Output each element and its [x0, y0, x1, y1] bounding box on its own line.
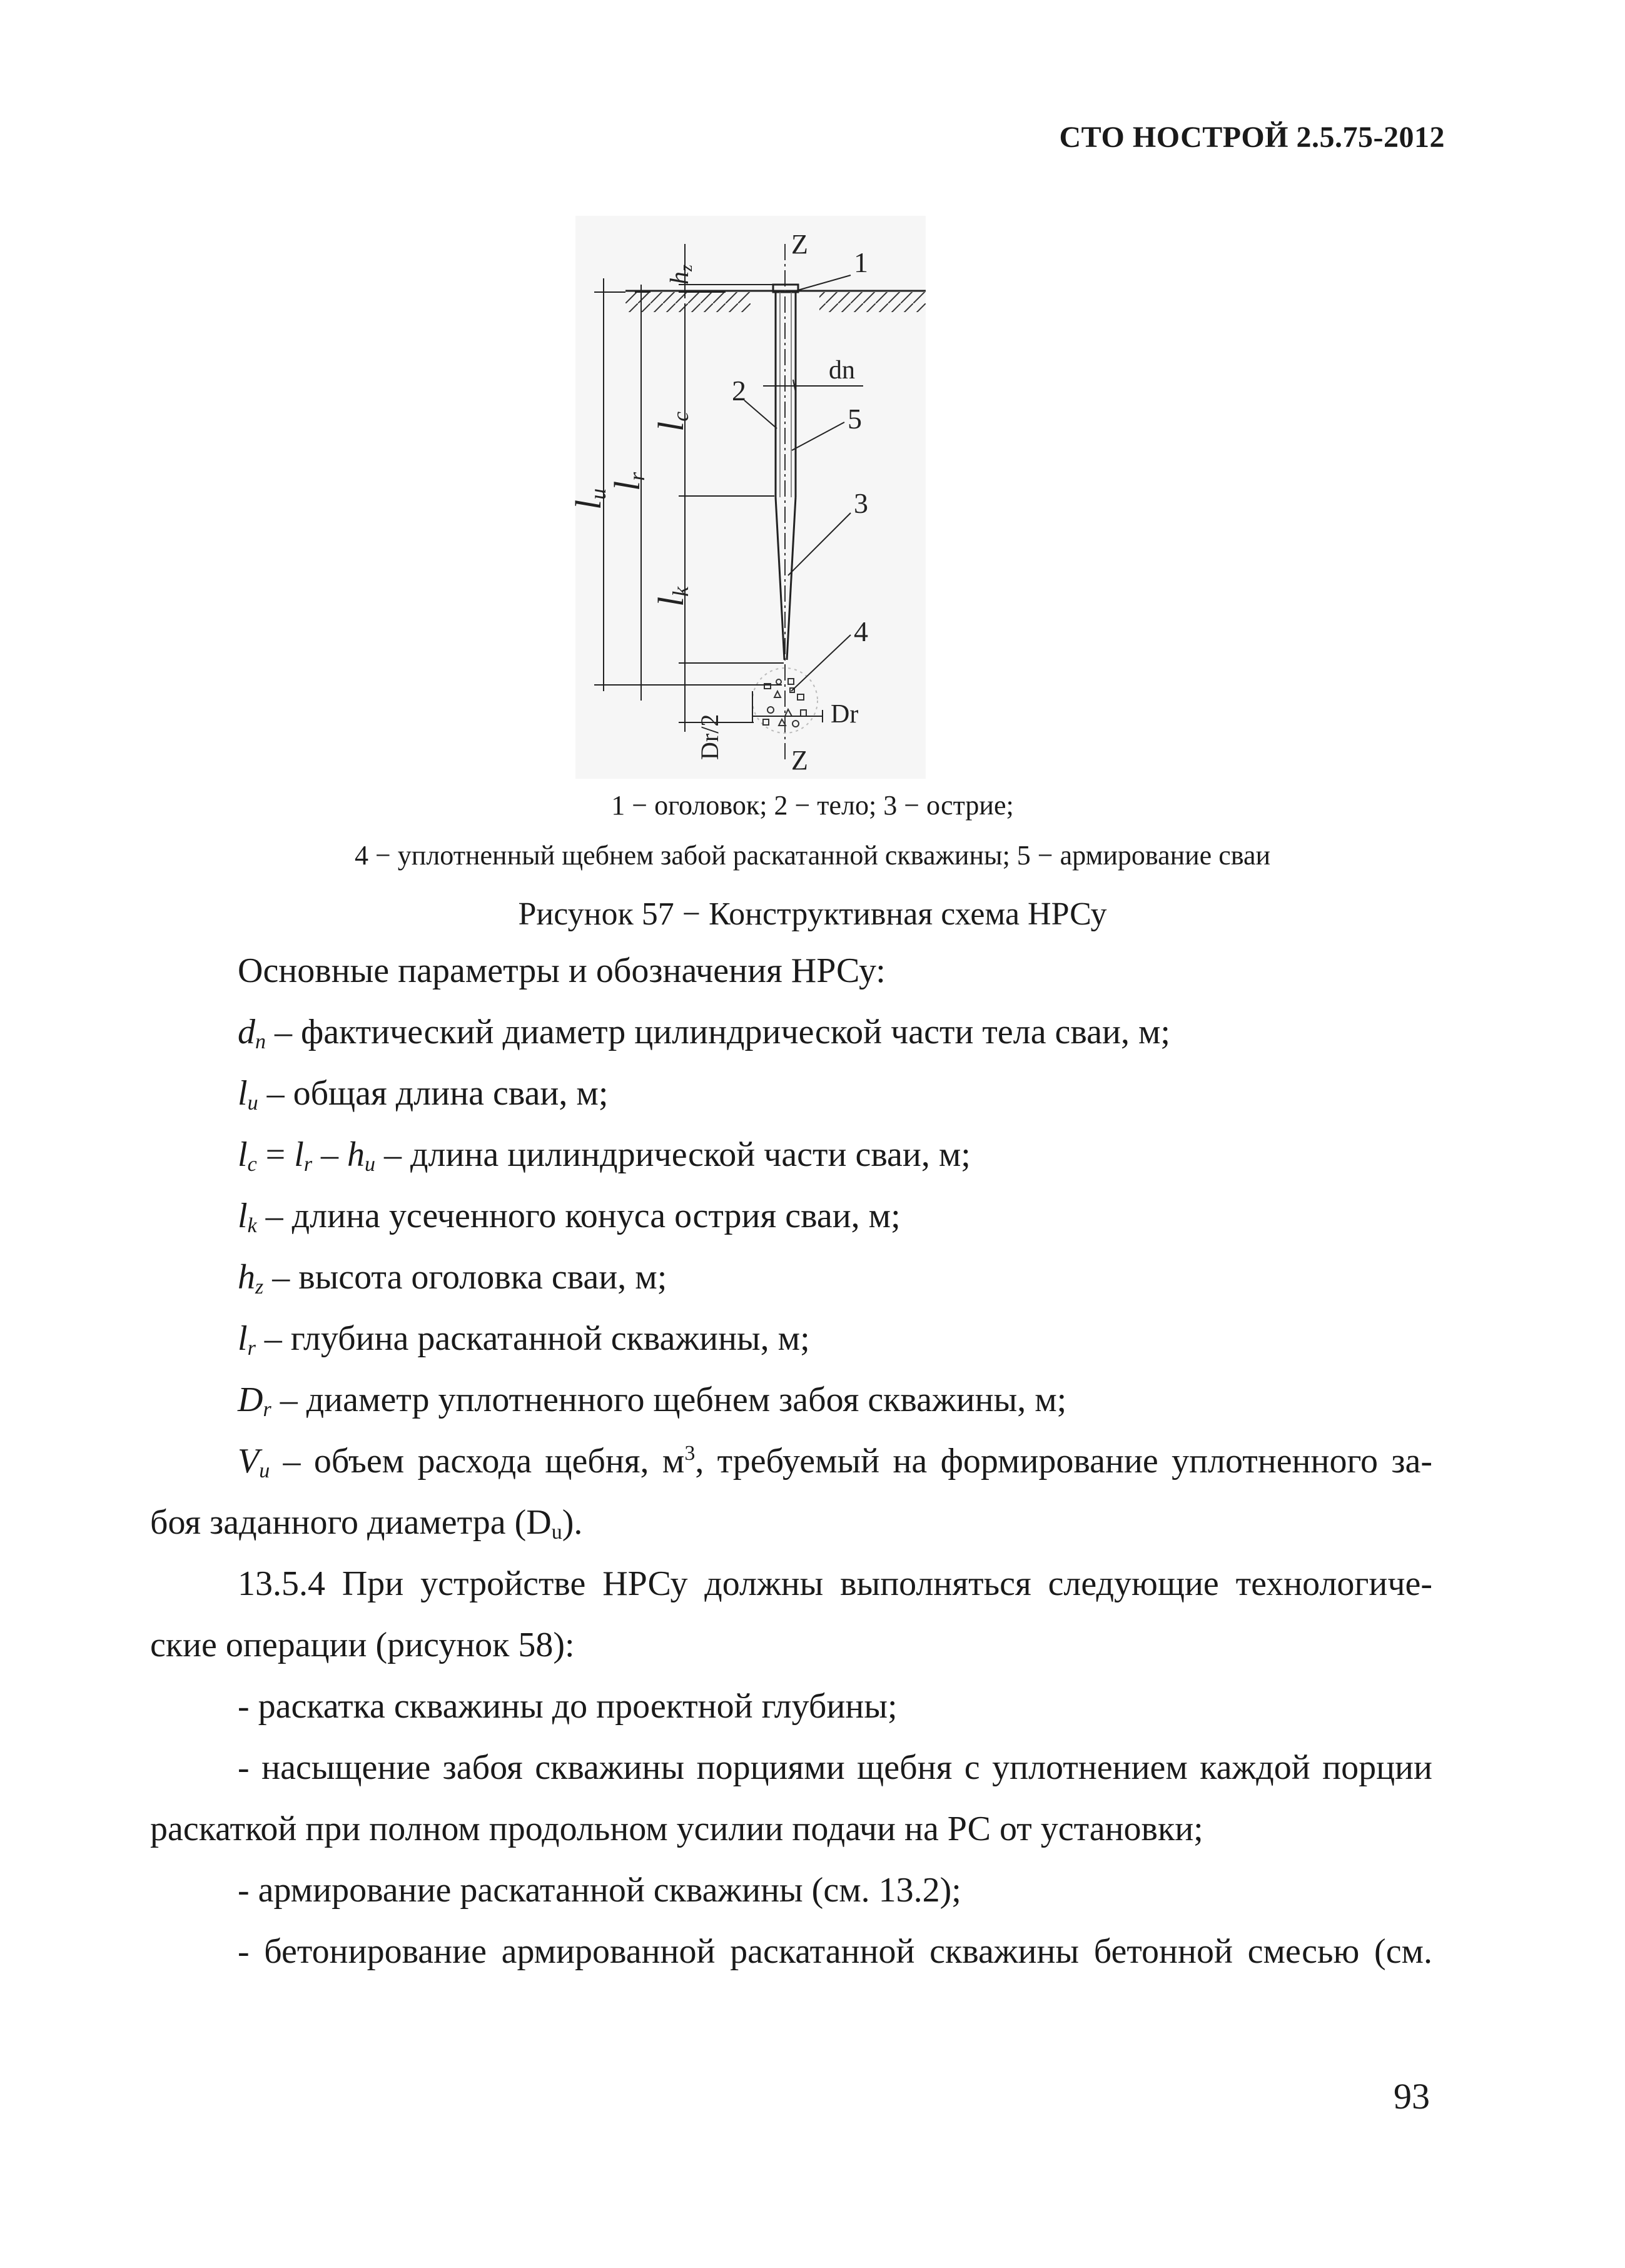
section-13-5-4-line1: 13.5.4 При устройстве НРСу должны выполняться следующие технологиче- [238, 1564, 1432, 1603]
label-2: 2 [732, 375, 746, 407]
label-dn: dn [829, 356, 855, 385]
pile-diagram [568, 216, 926, 779]
svg-text:hz: hz [666, 265, 696, 285]
param-lc: $l_c = l_r - h_u$ – длина цилиндрической части сваи, м; [238, 1135, 971, 1176]
pile-diagram-svg [568, 216, 926, 779]
list-item-3: - армирование раскатанной скважины (см. 13.2); [238, 1871, 961, 1910]
figure-legend-line1: 1 − оголовок; 2 − тело; 3 − острие; [611, 790, 1014, 821]
param-dn: $d_n$ – фактический диаметр цилиндрической части тела сваи, м; [238, 1013, 1170, 1053]
param-vu: $V_u$ – объем расхода щебня, $м^3$, требуемый на формирование уплотненного за- [238, 1442, 1432, 1482]
label-4: 4 [854, 615, 868, 647]
param-lu: $l_u$ – общая длина сваи, м; [238, 1074, 609, 1115]
list-item-2-cont: раскаткой при полном продольном усилии подачи на РС от установки; [150, 1810, 1203, 1848]
label-5: 5 [848, 403, 862, 435]
svg-text:lc: lc [651, 411, 693, 432]
label-lk: l [651, 596, 691, 607]
list-item-1: - раскатка скважины до проектной глубины; [238, 1687, 898, 1726]
params-intro: Основные параметры и обозначения НРСу: [238, 951, 886, 990]
param-dr: $D_r$ – диаметр уплотненного щебнем забоя скважины, м; [238, 1380, 1067, 1421]
label-lc: l [651, 421, 691, 432]
param-lk: $l_k$ – длина усеченного конуса острия сваи, м; [238, 1197, 901, 1237]
figure-caption: Рисунок 57 − Конструктивная схема НРСу [518, 896, 1107, 932]
param-lr: $l_r$ – глубина раскатанной скважины, м; [238, 1319, 810, 1360]
document-header: СТО НОСТРОЙ 2.5.75-2012 [1059, 121, 1445, 154]
figure-legend-line2: 4 − уплотненный щебнем забой раскатанной скважины; 5 − армирование сваи [354, 840, 1271, 871]
list-item-4: - бетонирование армированной раскатанной скважины бетонной смесью (см. [238, 1932, 1432, 1971]
param-hz: $h_z$ – высота оголовка сваи, м; [238, 1258, 667, 1299]
label-z-top: Z [791, 229, 808, 260]
label-dr: Dr [831, 700, 859, 729]
label-lr: l [607, 480, 647, 491]
page-number: 93 [1394, 2076, 1430, 2117]
svg-text:lr: lr [607, 472, 649, 491]
label-dr-half: Dr/2 [696, 714, 724, 760]
label-z-bottom: Z [791, 745, 808, 776]
param-vu-cont: боя заданного диаметра $(D_u)$. [150, 1503, 583, 1544]
label-lu: l [568, 499, 609, 510]
label-1: 1 [854, 246, 868, 278]
section-13-5-4-line2: ские операции (рисунок 58): [150, 1626, 575, 1664]
svg-text:lk: lk [651, 586, 693, 607]
list-item-2: - насыщение забоя скважины порциями щебня с уплотнением каждой порции [238, 1748, 1432, 1787]
label-3: 3 [854, 487, 868, 519]
svg-text:lu: lu [568, 488, 610, 510]
label-hz: h [666, 271, 694, 285]
